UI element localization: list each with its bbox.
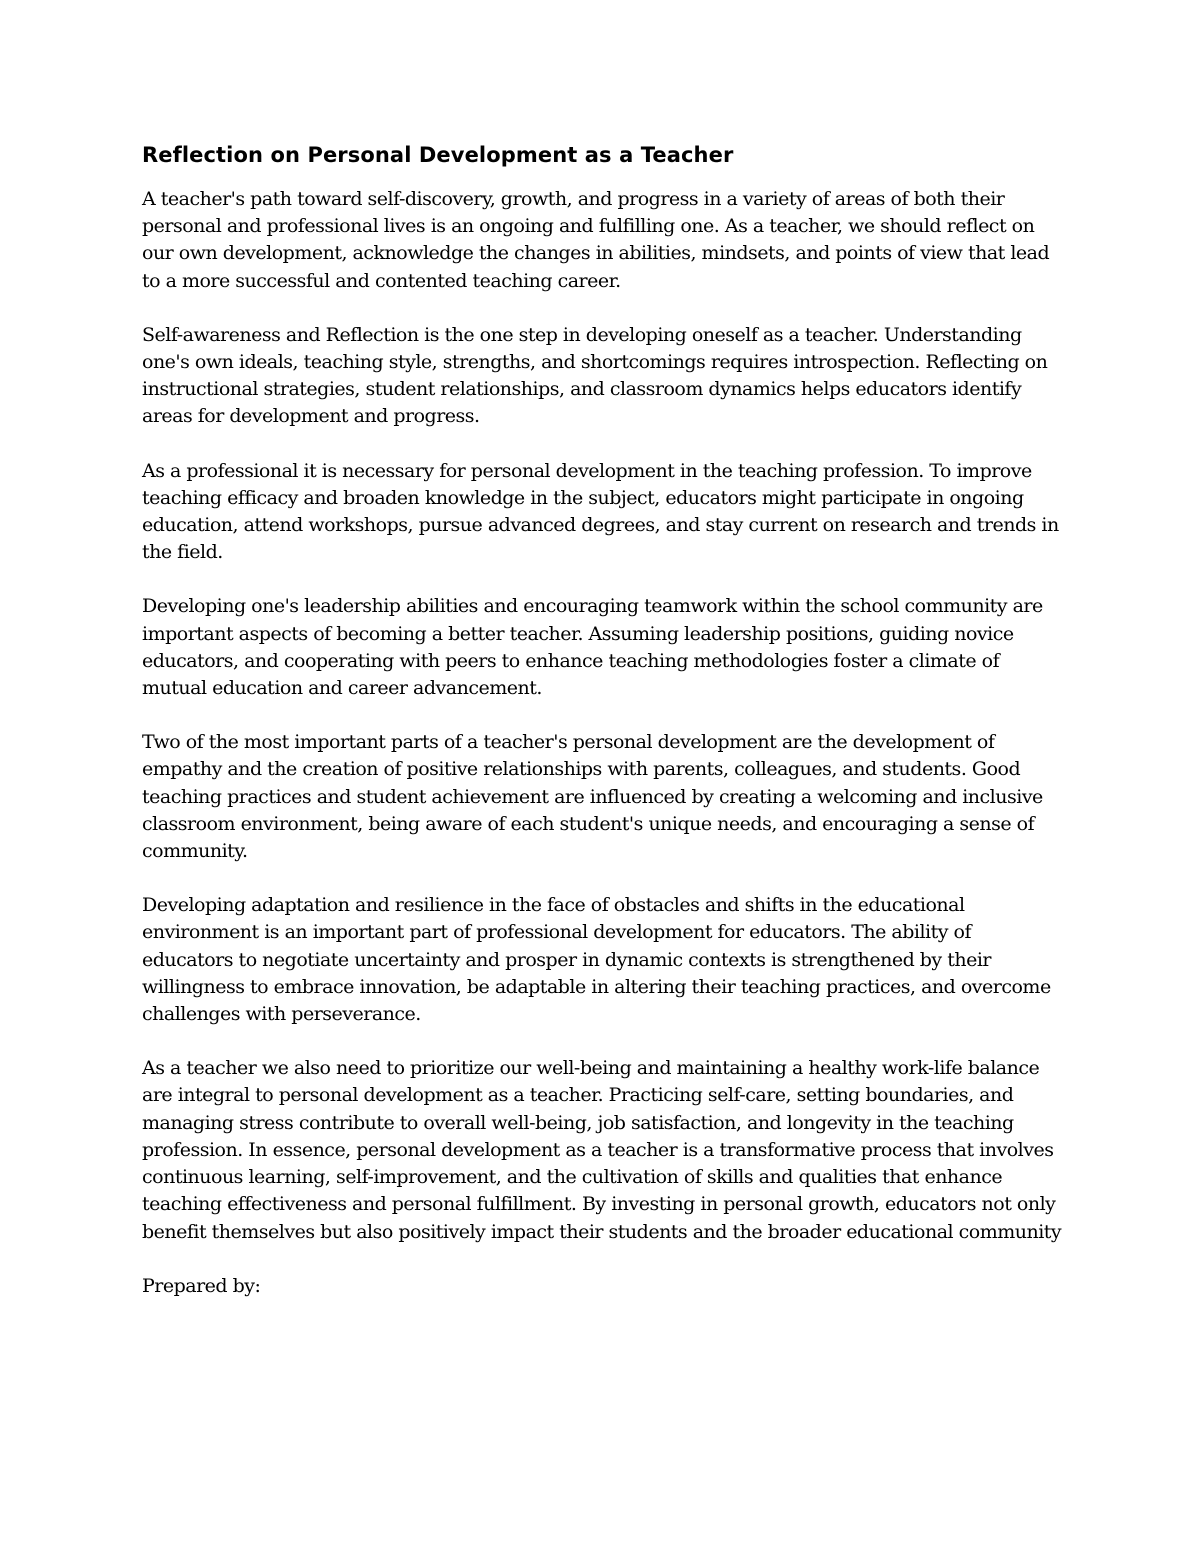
paragraph-self-awareness: Self-awareness and Reflection is the one step in developing oneself as a teacher. Understanding one's own ideals, teaching style, strengths, and shortcomings requires introspection. Reflecting on instructional strategies, student relationships, and classroom dynamics helps educators identify areas for development and progress. [142,323,1048,428]
paragraph-leadership: Developing one's leadership abilities and encouraging teamwork within the school community are important aspects of becoming a better teacher. Assuming leadership positions, guiding novice educators, and cooperating with peers to enhance teaching methodologies foster a climate of mutual education and career advancement. [142,595,1043,700]
paragraph-well-being: As a teacher we also need to prioritize our well-being and maintaining a healthy work-life balance are integral to personal development as a teacher. Practicing self-care, setting boundaries, and managing stress contribute to overall well-being, job satisfaction, and longevity in the teaching profession. In essence, personal development as a teacher is a transformative process that involves continuous learning, self-improvement, and the cultivation of skills and qualities that enhance teaching effectiveness and personal fulfillment. By investing in personal growth, educators not only benefit themselves but also positively impact their students and the broader educational community [142,1057,1062,1243]
paragraph-resilience: Developing adaptation and resilience in the face of obstacles and shifts in the educational environment is an important part of professional development for educators. The ability of educators to negotiate uncertainty and prosper in dynamic contexts is strengthened by their willingness to embrace innovation, be adaptable in altering their teaching practices, and overcome challenges with perseverance. [142,894,1051,1026]
document-title: Reflection on Personal Development as a Teacher [142,143,734,167]
document-body [142,140,1062,1300]
paragraph-empathy: Two of the most important parts of a teacher's personal development are the development of empathy and the creation of positive relationships with parents, colleagues, and students. Good teaching practices and student achievement are influenced by creating a welcoming and inclusive classroom environment, being aware of each student's unique needs, and encouraging a sense of community. [142,731,1043,863]
prepared-by-label: Prepared by: [142,1274,261,1297]
paragraph-professional: As a professional it is necessary for personal development in the teaching profession. To improve teaching efficacy and broaden knowledge in the subject, educators might participate in ongoing education, attend workshops, pursue advanced degrees, and stay current on research and trends in the field. [142,459,1059,564]
paragraph-intro: A teacher's path toward self-discovery, growth, and progress in a variety of areas of both their personal and professional lives is an ongoing and fulfilling one. As a teacher, we should reflect on our own development, acknowledge the changes in abilities, mindsets, and points of view that lead to a more successful and contented teaching career. [142,188,1050,292]
